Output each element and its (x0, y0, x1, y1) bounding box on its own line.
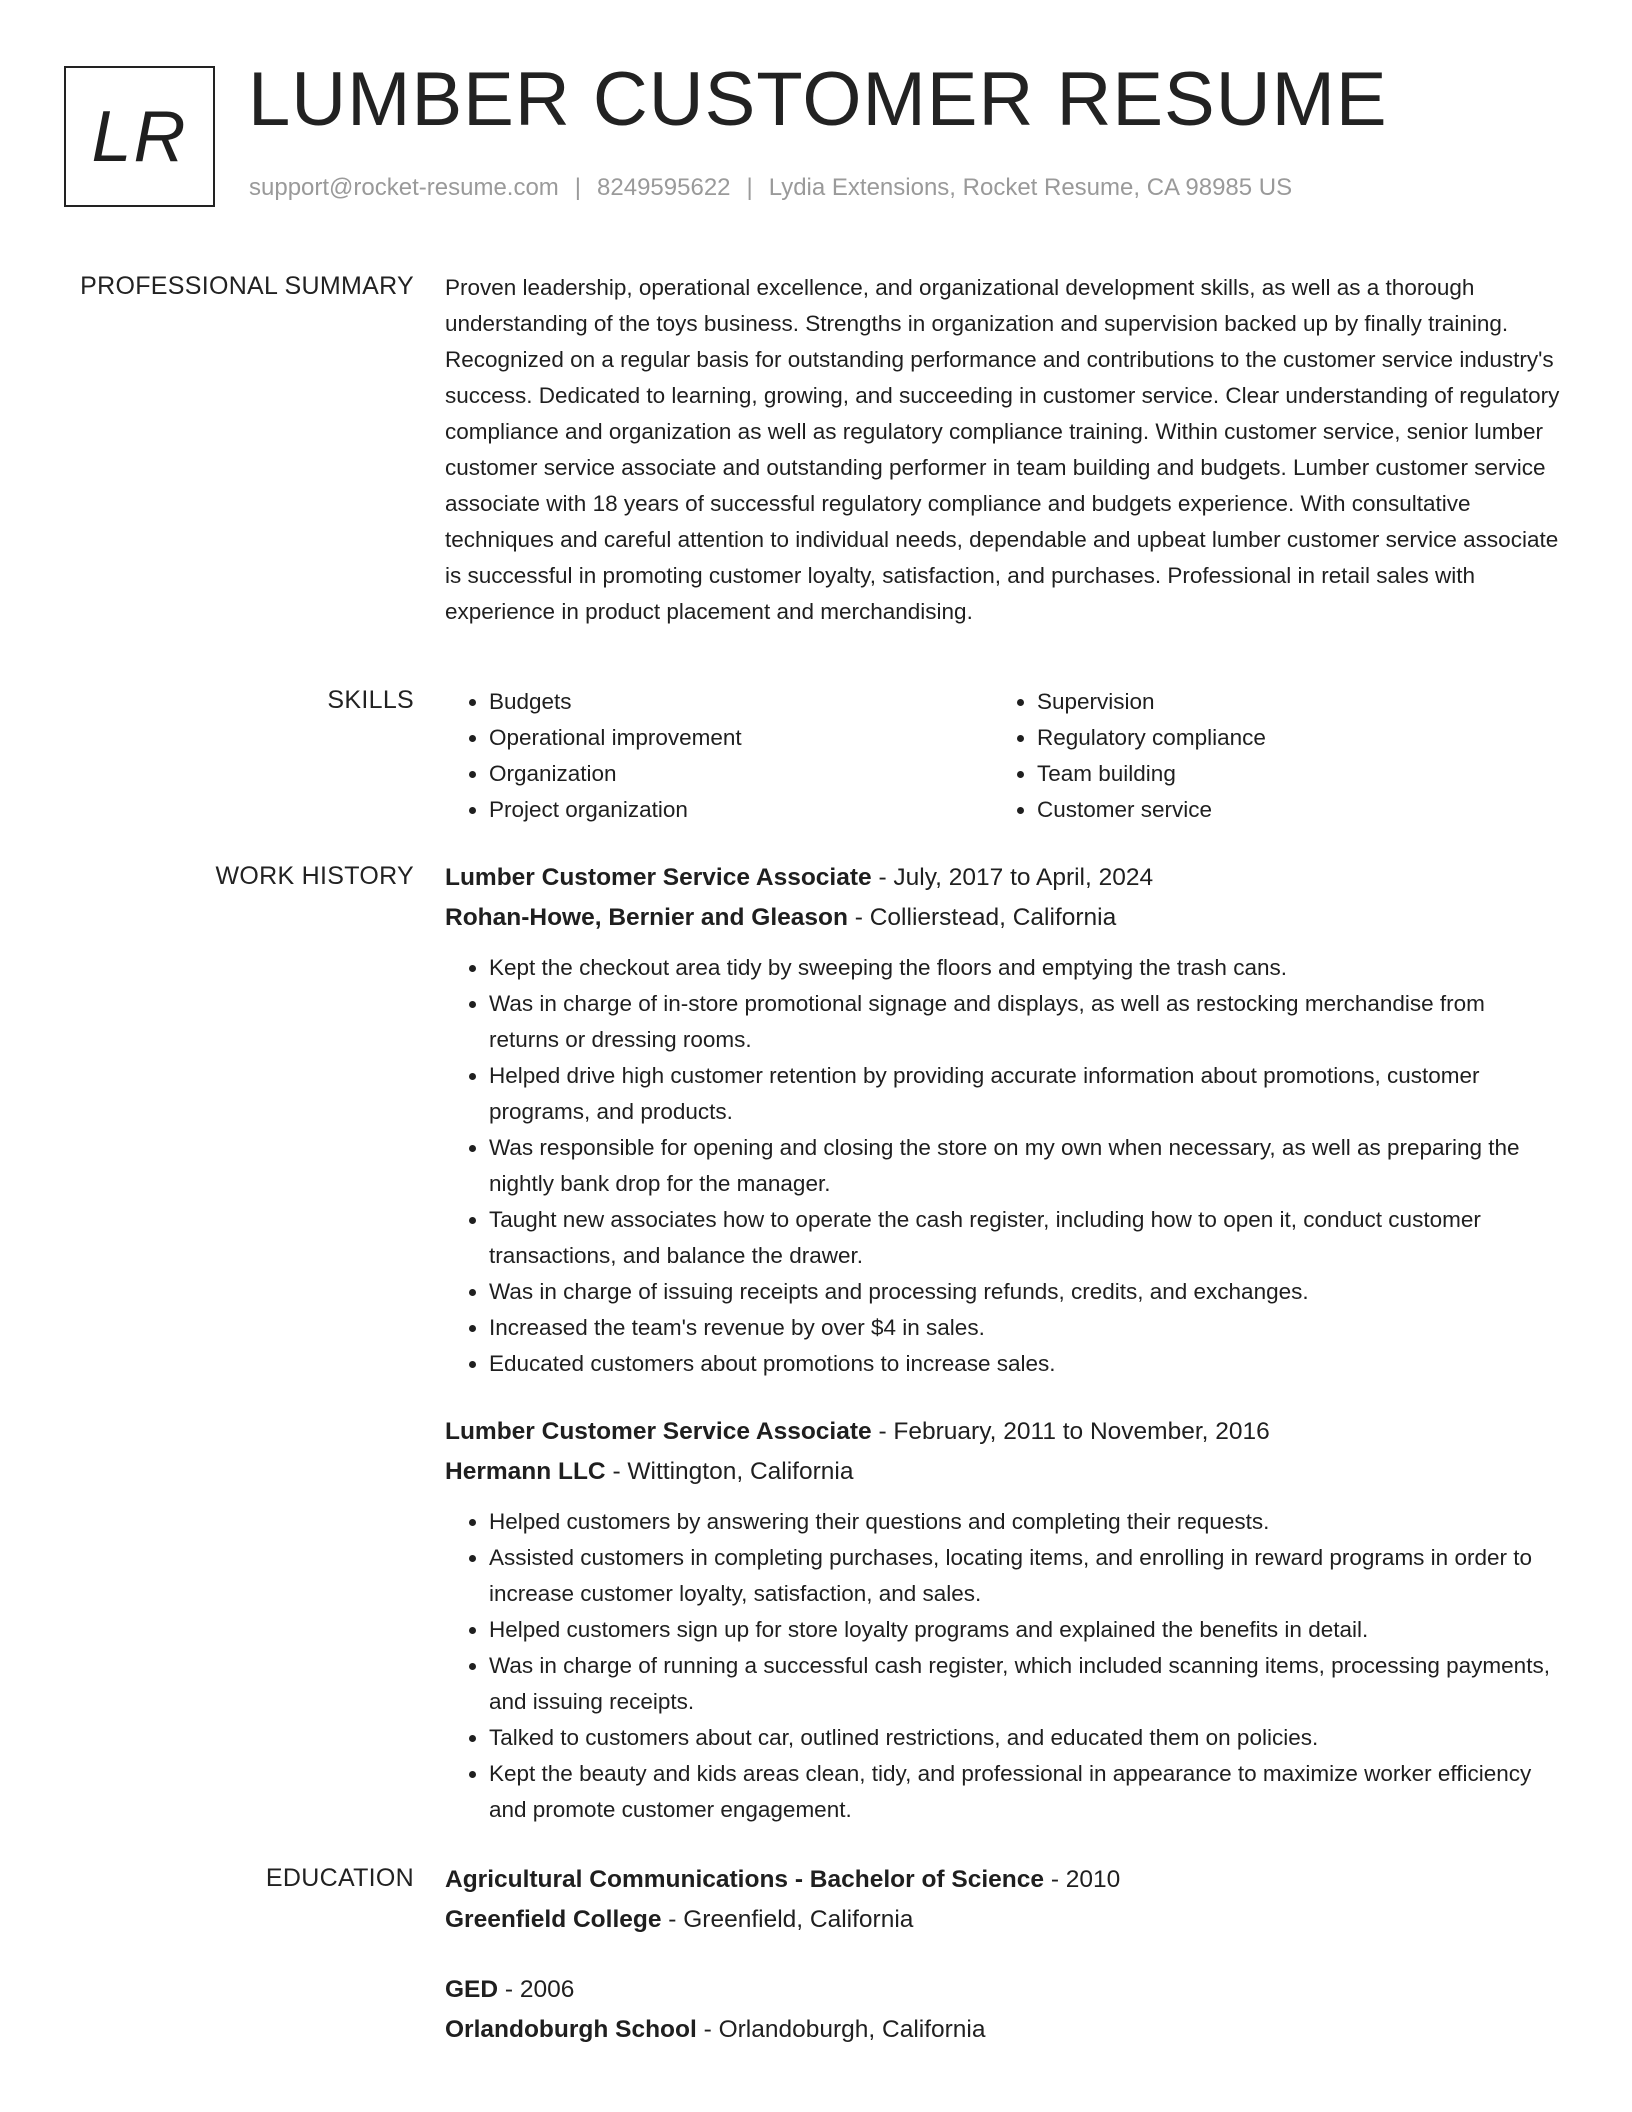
job-entry (445, 1412, 1560, 1828)
job-bullet: • Kept the checkout area tidy by sweeping the floors and emptying the trash cans. (489, 950, 1560, 986)
job-entry (445, 858, 1560, 1382)
job-bullet: • Was in charge of running a successful cash register, which included scanning items, processing payments, and issuing receipts. (489, 1648, 1560, 1720)
education-school: Greenfield College (445, 1906, 662, 1933)
section-label-work: WORK HISTORY (215, 862, 414, 890)
skill-item: • Team building (1037, 756, 1541, 792)
job-bullet: • Was in charge of in-store promotional signage and displays, as well as restocking merchandise from returns or dressing rooms. (489, 986, 1560, 1058)
education-degree-line (445, 1970, 1560, 2010)
skills-body (445, 684, 1560, 828)
contact-email[interactable]: support@rocket-resume.com (249, 174, 559, 201)
contact-separator: | (746, 174, 753, 201)
summary-body (445, 270, 1560, 630)
education-location: - Greenfield, California (661, 1906, 914, 1933)
summary-text: Proven leadership, operational excellence, and organizational development skills, as well as a thorough understanding of the toys business. Strengths in organization and supervision backed up by finally training. Recognized on a regular basis for outstanding performance and contributions to the customer service industry's success. Dedicated to learning, growing, and succeeding in customer service. Clear understanding of regulatory compliance and organization as well as regulatory compliance training. Within customer service, senior lumber customer service associate and outstanding performer in team building and budgets. Lumber customer service associate with 18 years of successful regulatory compliance and budgets experience. With consultative techniques and careful attention to individual needs, dependable and upbeat lumber customer service associate is successful in promoting customer loyalty, satisfaction, and purchases. Professional in retail sales with experience in product placement and merchandising. (445, 275, 1560, 624)
job-dates: - July, 2017 to April, 2024 (871, 864, 1154, 891)
job-title-line (445, 1412, 1560, 1452)
job-bullet: • Taught new associates how to operate the cash register, including how to open it, conduct customer transactions, and balance the drawer. (489, 1202, 1560, 1274)
job-location: - Wittington, California (605, 1458, 854, 1485)
skill-item: • Regulatory compliance (1037, 720, 1541, 756)
skill-item: • Budgets (489, 684, 993, 720)
job-bullets (445, 1504, 1560, 1828)
education-degree: Agricultural Communications - Bachelor of Science (445, 1866, 1045, 1893)
contact-line (249, 174, 1292, 202)
education-school-line (445, 2010, 1560, 2050)
education-school: Orlandoburgh School (445, 2016, 697, 2043)
job-bullet: • Kept the beauty and kids areas clean, tidy, and professional in appearance to maximize worker efficiency and promote customer engagement. (489, 1756, 1560, 1828)
education-year: - 2006 (498, 1976, 575, 2003)
job-bullet: • Was responsible for opening and closing the store on my own when necessary, as well as preparing the nightly bank drop for the manager. (489, 1130, 1560, 1202)
job-title: Lumber Customer Service Associate (445, 1418, 872, 1445)
skill-item: • Customer service (1037, 792, 1541, 828)
section-label-education: EDUCATION (265, 1864, 414, 1892)
job-bullet: • Assisted customers in completing purchases, locating items, and enrolling in reward programs in order to increase customer loyalty, satisfaction, and sales. (489, 1540, 1560, 1612)
section-label-summary: PROFESSIONAL SUMMARY (80, 272, 414, 300)
education-year: - 2010 (1044, 1866, 1121, 1893)
job-bullet: • Helped customers sign up for store loyalty programs and explained the benefits in detail. (489, 1612, 1560, 1648)
skill-item: • Supervision (1037, 684, 1541, 720)
job-bullet: • Helped drive high customer retention by providing accurate information about promotions, customer programs, and products. (489, 1058, 1560, 1130)
resume-title: LUMBER CUSTOMER RESUME (248, 57, 1388, 142)
job-dates: - February, 2011 to November, 2016 (871, 1418, 1270, 1445)
skill-item: • Project organization (489, 792, 993, 828)
contact-phone[interactable]: 8249595622 (597, 174, 731, 201)
job-company-line (445, 898, 1560, 938)
monogram-box (64, 66, 215, 207)
contact-address: Lydia Extensions, Rocket Resume, CA 98985 US (768, 174, 1293, 201)
job-title: Lumber Customer Service Associate (445, 864, 872, 891)
job-company-line (445, 1452, 1560, 1492)
skills-list-right (993, 684, 1541, 828)
education-school-line (445, 1900, 1560, 1940)
skill-item: • Organization (489, 756, 993, 792)
education-degree-line (445, 1860, 1560, 1900)
education-entry (445, 1970, 1560, 2050)
job-bullet: • Was in charge of issuing receipts and processing refunds, credits, and exchanges. (489, 1274, 1560, 1310)
job-title-line (445, 858, 1560, 898)
section-label-skills: SKILLS (327, 686, 414, 714)
skill-item: • Operational improvement (489, 720, 993, 756)
job-location: - Collierstead, California (847, 904, 1117, 931)
job-bullet: • Helped customers by answering their questions and completing their requests. (489, 1504, 1560, 1540)
contact-separator: | (574, 174, 582, 201)
education-entry (445, 1860, 1560, 1940)
job-company: Hermann LLC (445, 1458, 606, 1485)
job-bullets (445, 950, 1560, 1382)
education-degree: GED (445, 1976, 499, 2003)
job-company: Rohan-Howe, Bernier and Gleason (445, 904, 848, 931)
skills-list-left (445, 684, 993, 828)
monogram-initials: LR (91, 96, 188, 177)
job-bullet: • Increased the team's revenue by over $4 in sales. (489, 1310, 1560, 1346)
education-location: - Orlandoburgh, California (696, 2016, 986, 2043)
job-bullet: • Educated customers about promotions to increase sales. (489, 1346, 1560, 1382)
job-bullet: • Talked to customers about car, outlined restrictions, and educated them on policies. (489, 1720, 1560, 1756)
